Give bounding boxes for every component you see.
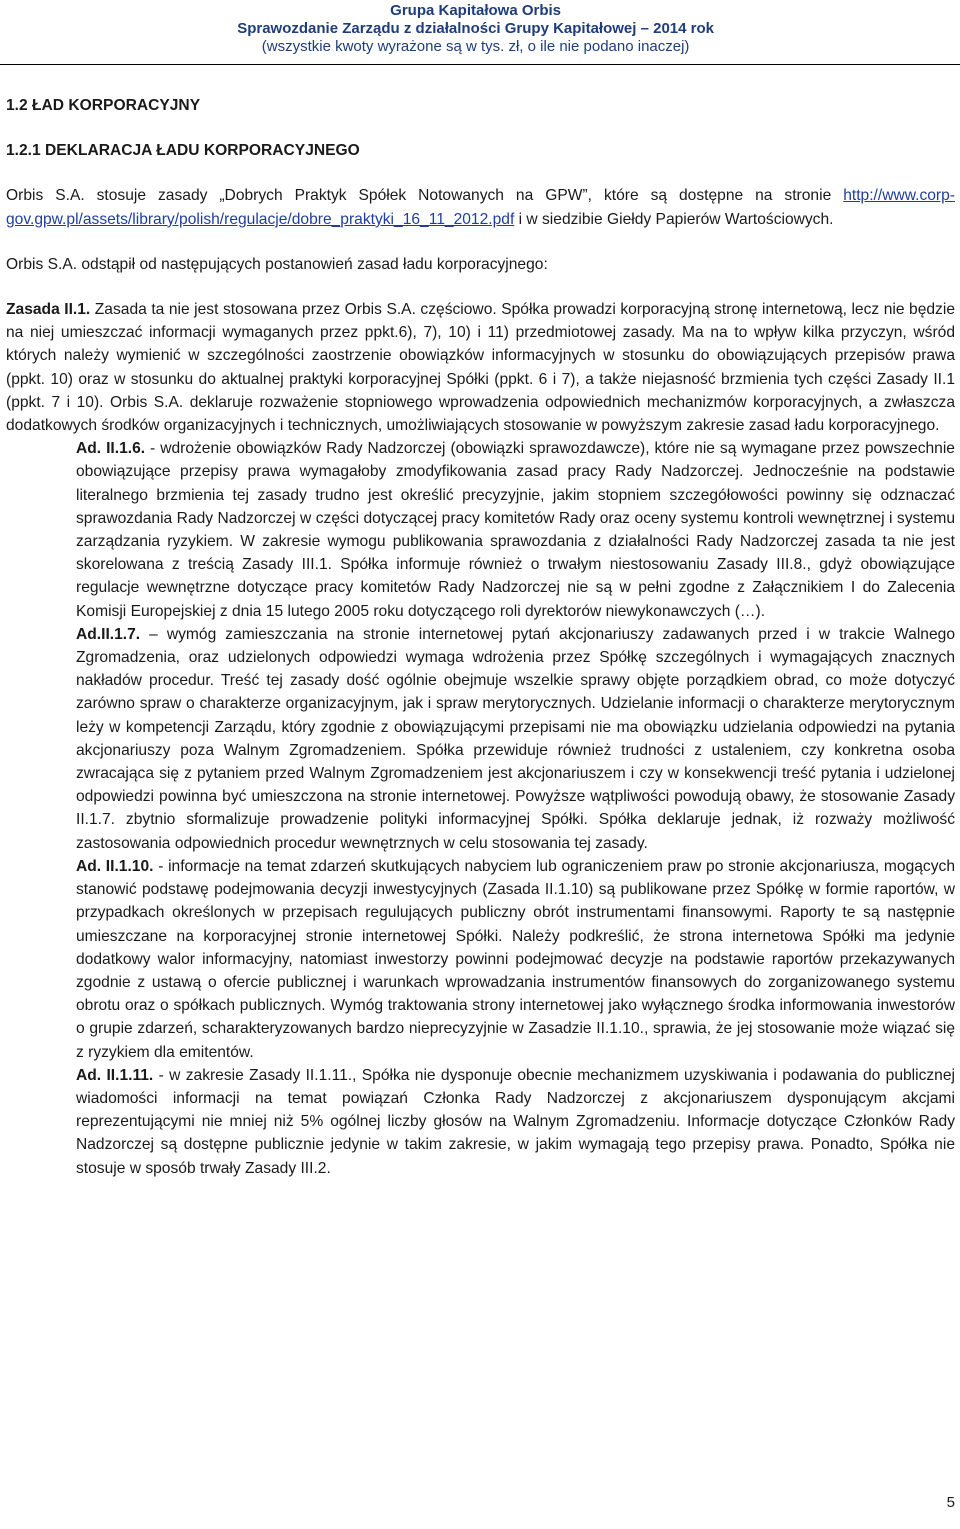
header-rule [0, 64, 960, 65]
item-label: Ad.II.1.7. [76, 625, 141, 643]
zasada-paragraph: Zasada II.1. Zasada ta nie jest stosowana przez Orbis S.A. częściowo. Spółka prowadzi korporacyjną stronę internetową, lecz nie będzie na niej umieszczać informacji wymaganych przez ppkt.6), 7), 10) i 11) przedmiotowej zasady. Ma na to wpływ kilka przyczyn, wśród których należy wymienić w szczególności zaostrzenie obowiązków informacyjnych w stosunku do obowiązujących przepisów prawa (ppkt. 10) oraz w stosunku do aktualnej praktyki korporacyjnej Spółki (ppkt. 6 i 7), a także niejasność brzmienia tych części Zasady II.1 (ppkt. 7 i 10). Orbis S.A. deklaruje rozważenie stopniowego wprowadzenia odpowiednich mechanizmów korporacyjnych, a zwłaszcza dodatkowych środków organizacyjnych i technicznych, umożliwiających stosowanie w powyższym zakresie zasad ładu korporacyjnego. [6, 301, 955, 435]
section-subtitle: 1.2.1 DEKLARACJA ŁADU KORPORACYJNEGO [6, 142, 360, 160]
header-report-title: Sprawozdanie Zarządu z działalności Grupy Kapitałowej – 2014 rok [237, 20, 714, 37]
gpw-rules-link[interactable]: http://www.corp-gov.gpw.pl/assets/library/polish/regulacje/dobre_praktyki_16_11_2012.pdf [6, 187, 955, 228]
document-body [6, 94, 955, 1180]
header-company: Grupa Kapitałowa Orbis [390, 2, 562, 19]
page-header [237, 2, 714, 56]
item-ii-1-7: Ad.II.1.7. – wymóg zamieszczania na stronie internetowej pytań akcjonariuszy zadawanych przed i w trakcie Walnego Zgromadzenia, oraz udzielonych odpowiedzi wymaga wdrożenia przez Spółkę szczególnych i wymagających znacznych nakładów procedur. Treść tej zasady dość ogólnie obejmuje wszelkie sprawy objęte porządkiem obrad, co może dotyczyć zarówno spraw o charakterze organizacyjnym, jak i spraw merytorycznych. Udzielanie informacji o charakterze merytorycznym leży w kompetencji Zarządu, który zgodnie z obowiązującymi przepisami nie ma obowiązku udzielania odpowiedzi na pytania akcjonariuszy poza Walnym Zgromadzeniem. Spółka przewiduje również trudności z ustaleniem, czy konkretna osoba zwracająca się z pytaniem przed Walnym Zgromadzeniem jest akcjonariuszem i czy w konsekwencji treść pytania i udzielonej odpowiedzi powinna być umieszczona na stronie internetowej. Powyższe wątpliwości powodują obawy, że stosowanie Zasady II.1.7. zbytnio sformalizuje prowadzenie polityki informacyjnej Spółki. Spółka deklaruje jednak, iż rozważy możliwość zastosowania odpowiednich procedur wewnętrznych w celu stosowania tej zasady. [76, 625, 955, 852]
item-label: Ad. II.1.6. [76, 440, 146, 458]
section-title: 1.2 ŁAD KORPORACYJNY [6, 97, 201, 114]
item-ii-1-11: Ad. II.1.11. - w zakresie Zasady II.1.11., Spółka nie dysponuje obecnie mechanizmem uzyskiwania i podawania do publicznej wiadomości informacji na temat powiązań Członka Rady Nadzorczej z akcjonariuszem dysponującym akcjami reprezentującymi nie mniej niż 5% ogólnej liczby głosów na Walnym Zgromadzeniu. Informacje dotyczące Członków Rady Nadzorczej są dostępne publicznie jedynie w takim zakresie, w jakim wymagają tego przepisy prawa. Ponadto, Spółka nie stosuje w sposób trwały Zasady III.2. [76, 1066, 955, 1177]
item-ii-1-10: Ad. II.1.10. - informacje na temat zdarzeń skutkujących nabyciem lub ograniczeniem praw po stronie akcjonariusza, mogących stanowić podstawę podejmowania decyzji inwestycyjnych (Zasada II.1.10) są publikowane przez Spółkę w formie raportów, w przypadkach określonych w przepisach regulujących publiczny obrót instrumentami finansowymi. Raporty te są następnie umieszczane na korporacyjnej stronie internetowej Spółki. Należy podkreślić, że strona internetowa Spółki ma jedynie dodatkowy walor informacyjny, natomiast inwestorzy powinni podejmować decyzje na podstawie raportów przekazywanych zgodnie z ustawą o ofercie publicznej i warunkach wprowadzania instrumentów finansowych do zorganizowanego systemu obrotu oraz o spółkach publicznych. Wymóg traktowania strony internetowej jako wyłącznego środka informowania inwestorów o grupie zdarzeń, scharakteryzowanych bardzo nieprecyzyjnie w Zasadzie II.1.10., sprawia, że jej stosowanie może wiązać się z ryzykiem dla emitentów. [76, 857, 955, 1061]
page-number: 5 [946, 1494, 955, 1511]
zasada-label: Zasada II.1. [6, 301, 91, 319]
intro-paragraph: Orbis S.A. stosuje zasady „Dobrych Praktyk Spółek Notowanych na GPW”, które są dostępne na stronie http://www.corp-gov.gpw.pl/assets/library/polish/regulacje/dobre_praktyki_16_11_2012.pdf i w siedzibie Giełdy Papierów Wartościowych. [6, 187, 955, 228]
item-label: Ad. II.1.11. [76, 1066, 154, 1084]
item-label: Ad. II.1.10. [76, 857, 154, 875]
deviation-intro: Orbis S.A. odstąpił od następujących postanowień zasad ładu korporacyjnego: [6, 255, 548, 273]
header-note: (wszystkie kwoty wyrażone są w tys. zł, o ile nie podano inaczej) [261, 38, 690, 55]
item-ii-1-6: Ad. II.1.6. - wdrożenie obowiązków Rady Nadzorczej (obowiązki sprawozdawcze), które nie są wymagane przez powszechnie obowiązujące przepisy prawa wymagałoby zmodyfikowania zasad pracy Rady Nadzorczej. Jednocześnie na podstawie literalnego brzmienia tej zasady trudno jest określić precyzyjnie, jakim stopniem szczegółowości powinny się odznaczać sprawozdania Rady Nadzorczej w części dotyczącej pracy komitetów Rady oraz oceny systemu kontroli wewnętrznej i systemu zarządzania ryzykiem. W zakresie wymogu publikowania sprawozdania z działalności Rady Nadzorczej zasada ta nie jest skorelowana z treścią Zasady III.1. Spółka informuje również o trwałym niestosowaniu Zasady III.8., gdyż obowiązujące regulacje wewnętrzne dotyczące pracy komitetów Rady Nadzorczej nie są w pełni zgodne z Załącznikiem I do Zalecenia Komisji Europejskiej z dnia 15 lutego 2005 roku dotyczącego roli dyrektorów niewykonawczych (…). [76, 440, 955, 620]
